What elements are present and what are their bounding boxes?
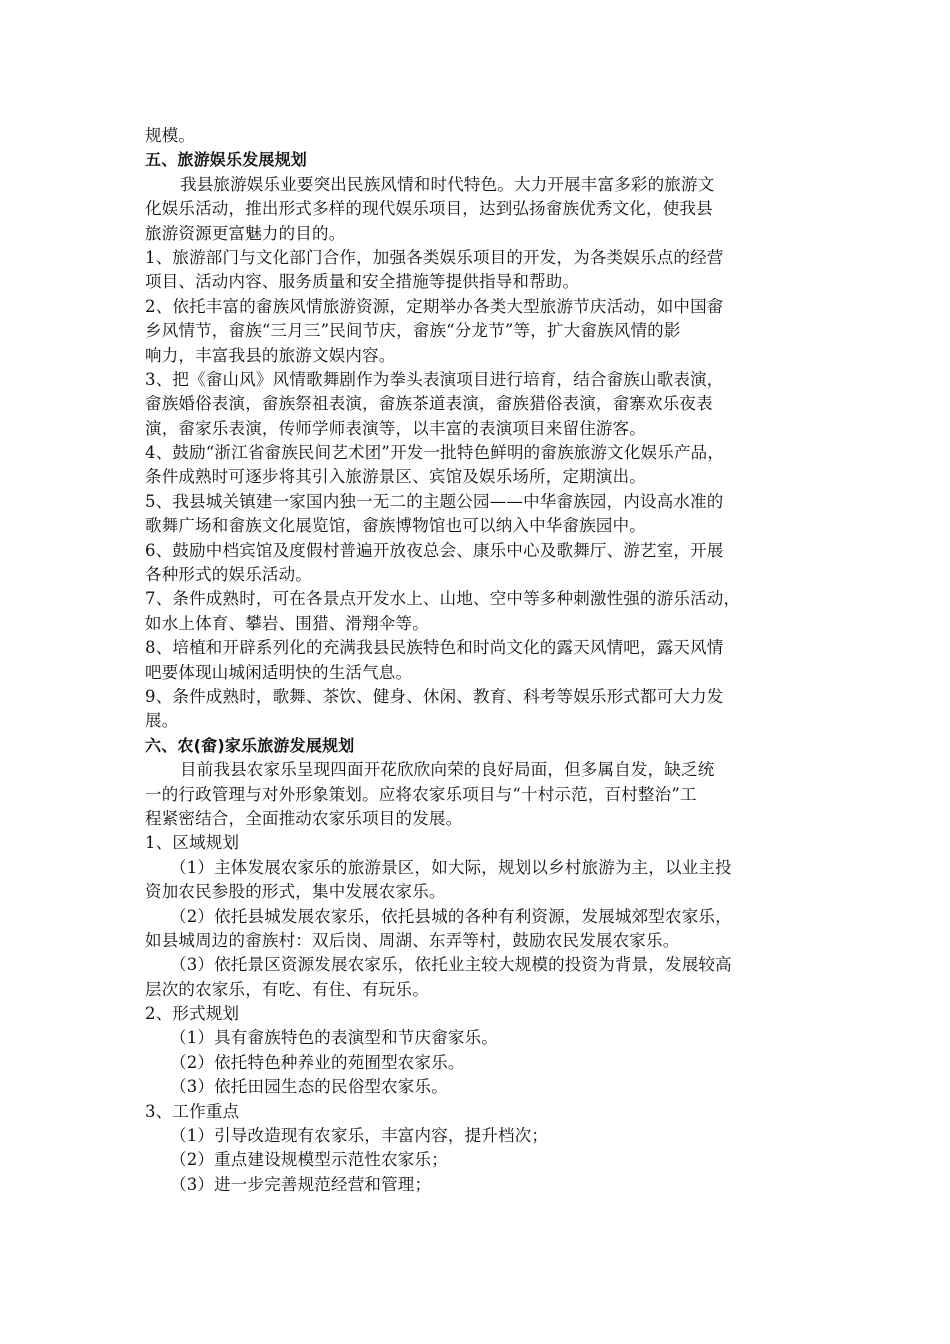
paragraph-line: （3）进一步完善规范经营和管理； — [170, 1174, 432, 1194]
paragraph-line: 如县城周边的畲族村：双后岗、周湖、东弄等村，鼓励农民发展农家乐。 — [145, 930, 680, 950]
paragraph-line: （2）依托县城发展农家乐，依托县城的各种有利资源，发展城郊型农家乐， — [170, 906, 732, 926]
paragraph-line: 响力，丰富我县的旅游文娱内容。 — [145, 345, 396, 365]
paragraph-line: （1）引导改造现有农家乐，丰富内容，提升档次； — [170, 1126, 549, 1146]
paragraph-line: （3）依托景区资源发展农家乐，依托业主较大规模的投资为背景，发展较高 — [170, 955, 732, 975]
paragraph-line: （1）主体发展农家乐的旅游景区，如大际，规划以乡村旅游为主，以业主投 — [170, 857, 732, 877]
paragraph-line: 8、培植和开辟系列化的充满我县民族特色和时尚文化的露天风情吧，露天风情 — [145, 638, 724, 658]
paragraph-line: 化娱乐活动，推出形式多样的现代娱乐项目，达到弘扬畲族优秀文化，使我县 — [145, 199, 713, 219]
paragraph-line: （2）重点建设规模型示范性农家乐； — [170, 1150, 448, 1170]
paragraph-line: 3、工作重点 — [145, 1101, 240, 1121]
section-heading: 六、农(畲)家乐旅游发展规划 — [145, 735, 355, 755]
paragraph-line: 歌舞广场和畲族文化展览馆，畲族博物馆也可以纳入中华畲族园中。 — [145, 516, 646, 536]
paragraph-line: 层次的农家乐，有吃、有住、有玩乐。 — [145, 979, 429, 999]
paragraph-line: 9、条件成熟时，歌舞、茶饮、健身、休闲、教育、科考等娱乐形式都可大力发 — [145, 686, 724, 706]
paragraph-line: 各种形式的娱乐活动。 — [145, 565, 312, 585]
paragraph-line: 2、形式规划 — [145, 1004, 240, 1024]
paragraph-line: （3）依托田园生态的民俗型农家乐。 — [170, 1077, 448, 1097]
paragraph-line: 旅游资源更富魅力的目的。 — [145, 223, 346, 243]
paragraph-line: 2、依托丰富的畲族风情旅游资源，定期举办各类大型旅游节庆活动，如中国畲 — [145, 296, 724, 316]
paragraph-line: （1）具有畲族特色的表演型和节庆畲家乐。 — [170, 1028, 498, 1048]
paragraph-line: 4、鼓励“浙江省畲族民间艺术团”开发一批特色鲜明的畲族旅游文化娱乐产品， — [145, 443, 725, 463]
paragraph-line: （2）依托特色种养业的苑囿型农家乐。 — [170, 1052, 465, 1072]
paragraph-line: 如水上体育、攀岩、围猎、滑翔伞等。 — [145, 613, 429, 633]
paragraph-line: 畲族婚俗表演，畲族祭祖表演，畲族茶道表演，畲族猎俗表演，畲寨欢乐夜表 — [145, 394, 713, 414]
paragraph-line: 资加农民参股的形式，集中发展农家乐。 — [145, 882, 446, 902]
paragraph-line: 乡风情节，畲族“三月三”民间节庆，畲族“分龙节”等，扩大畲族风情的影 — [145, 321, 681, 341]
paragraph-line: 规模。 — [145, 126, 196, 145]
paragraph-line: 1、区域规划 — [145, 833, 240, 853]
paragraph-line: 展。 — [145, 711, 179, 731]
paragraph-line: 条件成熟时可逐步将其引入旅游景区、宾馆及娱乐场所，定期演出。 — [145, 467, 646, 487]
paragraph-line: 我县旅游娱乐业要突出民族风情和时代特色。大力开展丰富多彩的旅游文 — [180, 174, 715, 194]
paragraph-line: 5、我县城关镇建一家国内独一无二的主题公园——中华畲族园，内设高水准的 — [145, 491, 724, 511]
paragraph-line: 6、鼓励中档宾馆及度假村普遍开放夜总会、康乐中心及歌舞厅、游艺室，开展 — [145, 540, 724, 560]
paragraph-line: 7、条件成熟时，可在各景点开发水上、山地、空中等多种刺激性强的游乐活动， — [145, 589, 741, 609]
paragraph-line: 程紧密结合，全面推动农家乐项目的发展。 — [145, 808, 463, 828]
section-heading: 五、旅游娱乐发展规划 — [145, 150, 308, 170]
paragraph-line: 演，畲家乐表演，传师学师表演等，以丰富的表演项目来留住游客。 — [145, 418, 646, 438]
paragraph-line: 吧要体现山城闲适明快的生活气息。 — [145, 662, 413, 682]
paragraph-line: 目前我县农家乐呈现四面开花欣欣向荣的良好局面，但多属自发，缺乏统 — [180, 760, 715, 780]
document-page — [145, 124, 825, 1197]
paragraph-line: 项目、活动内容、服务质量和安全措施等提供指导和帮助。 — [145, 272, 580, 292]
paragraph-line: 3、把《畲山风》风情歌舞剧作为拳头表演项目进行培育，结合畲族山歌表演， — [145, 369, 724, 389]
paragraph-line: 1、旅游部门与文化部门合作，加强各类娱乐项目的开发，为各类娱乐点的经营 — [145, 247, 724, 267]
paragraph-line: 一的行政管理与对外形象策划。应将农家乐项目与“十村示范，百村整治”工 — [145, 784, 697, 804]
